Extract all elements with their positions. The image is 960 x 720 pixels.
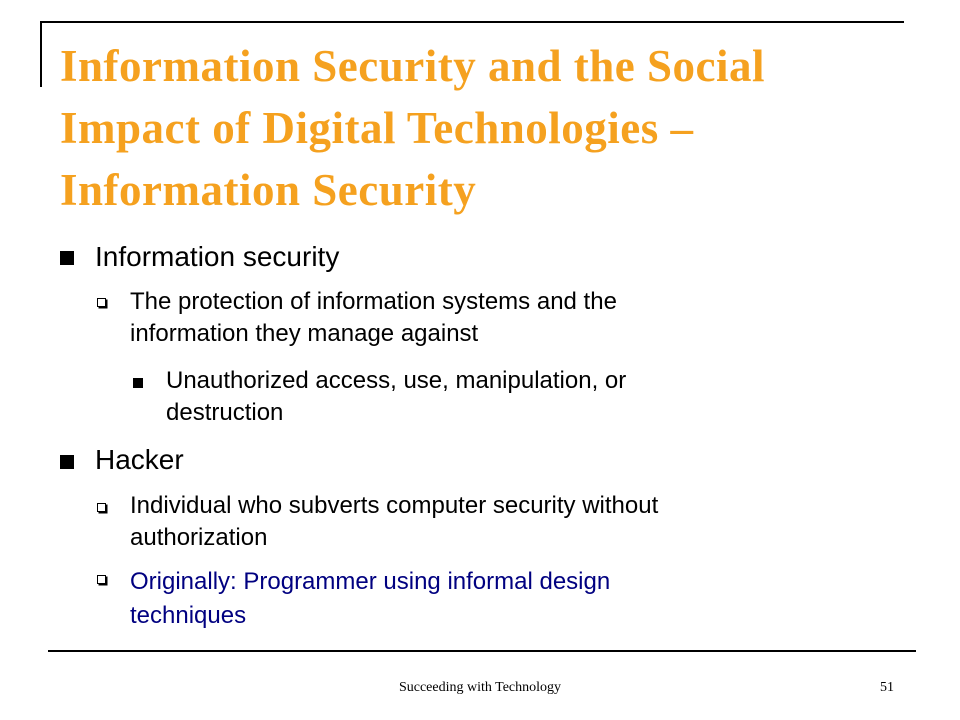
- bullet-text-level2-highlight-cont: techniques: [130, 602, 247, 629]
- hollow-square-bullet-icon: [97, 575, 106, 584]
- title-line: Information Security and the Social: [60, 41, 766, 91]
- bullet-text-level2-cont: information they manage against: [130, 320, 479, 347]
- square-bullet-icon: [60, 251, 74, 265]
- bullet-text-level2-cont: authorization: [130, 524, 268, 551]
- bullet-text-level2: The protection of information systems and the: [130, 288, 617, 315]
- square-bullet-icon: [133, 378, 143, 388]
- bullet-text-level3: Unauthorized access, use, manipulation, or: [166, 367, 627, 394]
- bullet-text-level1: Hacker: [95, 444, 184, 475]
- hollow-square-bullet-icon: [97, 503, 106, 512]
- bullet-text-level2-highlight: Originally: Programmer using informal design: [130, 568, 611, 595]
- title-line: Information Security: [60, 165, 477, 215]
- square-bullet-icon: [60, 455, 74, 469]
- hollow-square-bullet-icon: [97, 298, 106, 307]
- slide-title: [60, 35, 920, 221]
- frame-left-rule: [40, 21, 42, 87]
- frame-top-rule: [40, 21, 904, 23]
- footer-text: Succeeding with Technology: [398, 680, 562, 695]
- bullet-text-level1: Information security: [95, 241, 340, 272]
- bullet-text-level2: Individual who subverts computer security without: [130, 492, 659, 519]
- title-line: Impact of Digital Technologies –: [60, 103, 694, 153]
- page-number: 51: [880, 680, 894, 695]
- footer-rule: [48, 650, 916, 652]
- bullet-text-level3-cont: destruction: [166, 399, 284, 426]
